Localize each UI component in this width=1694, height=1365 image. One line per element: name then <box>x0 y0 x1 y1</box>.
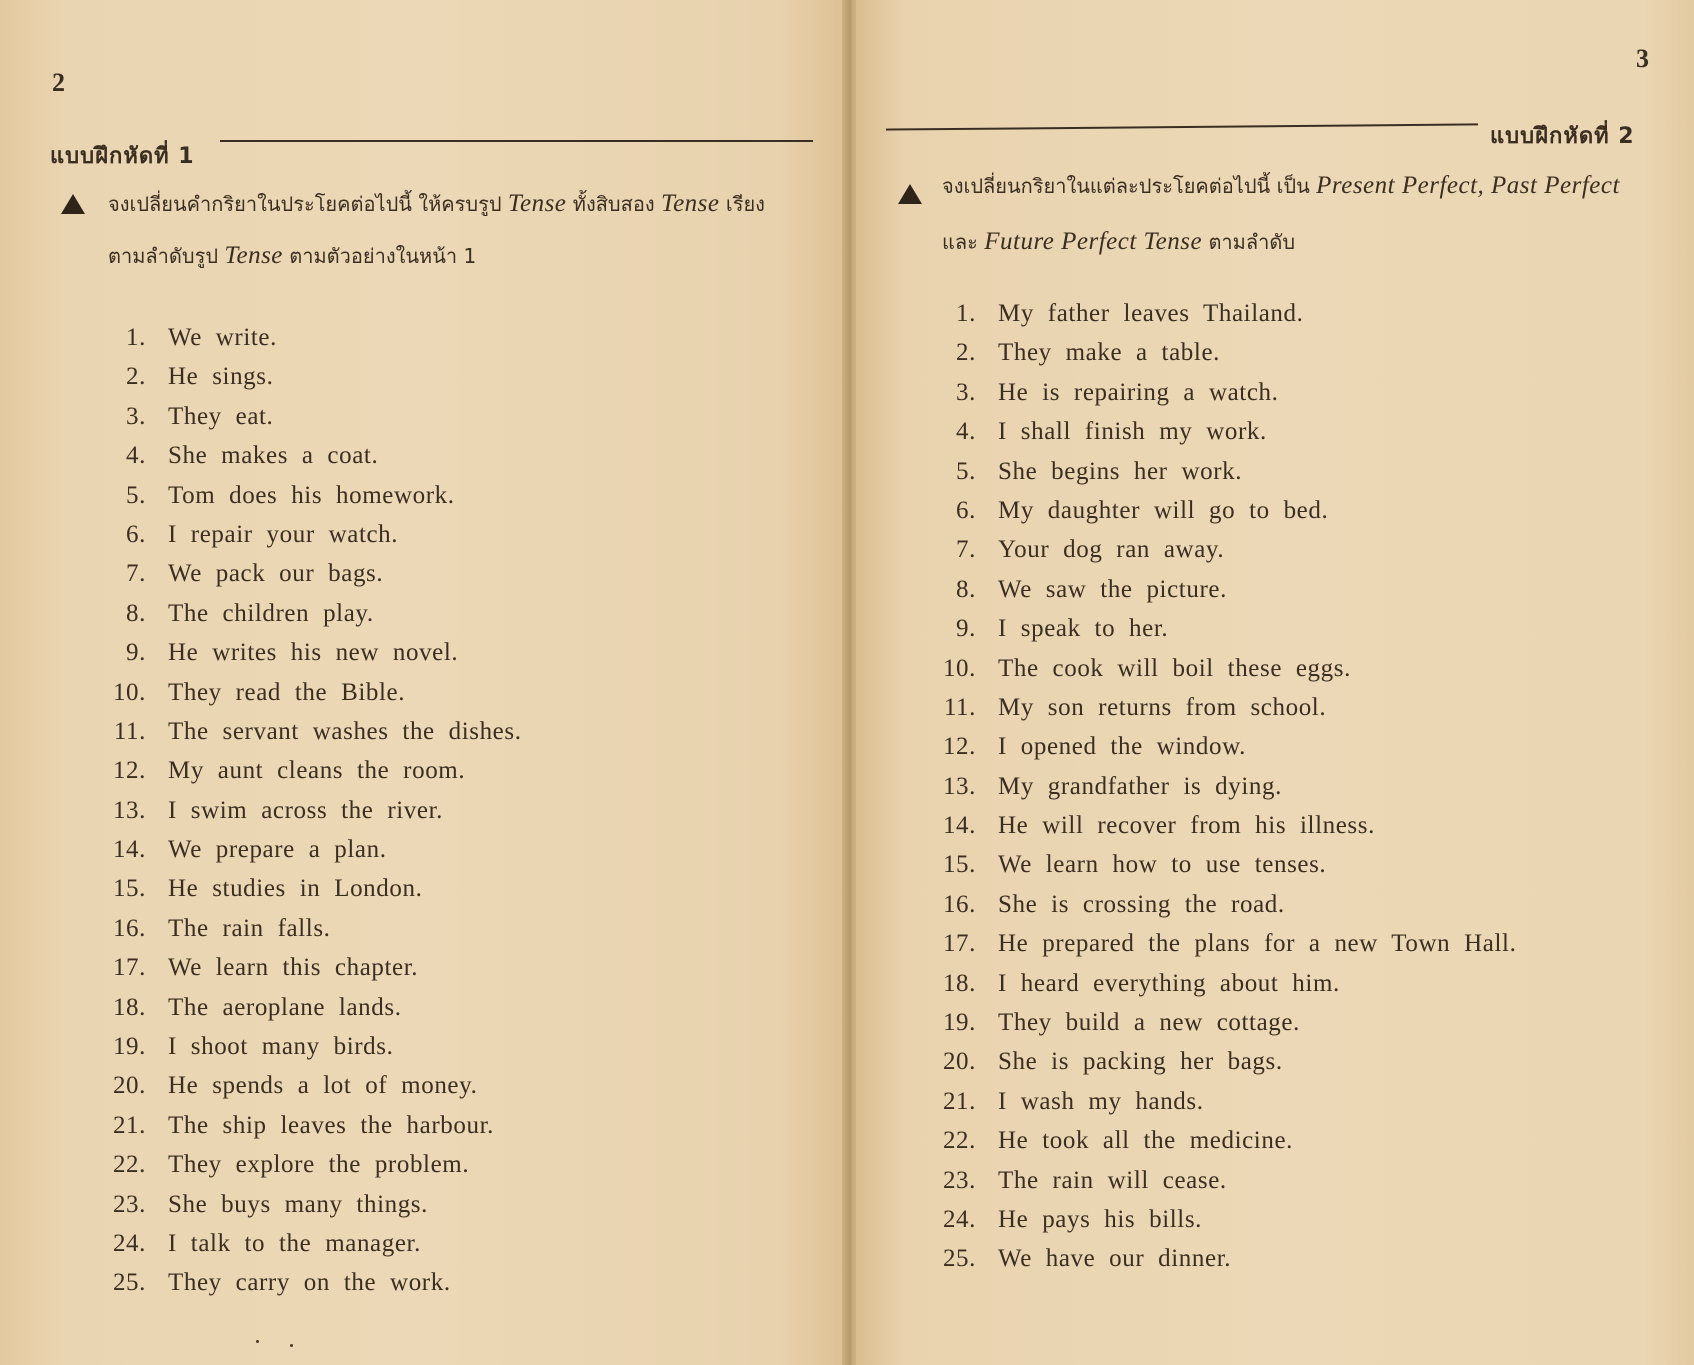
item-number: 20. <box>112 1072 146 1100</box>
item-number: 2. <box>956 339 976 367</box>
item-number: 10. <box>112 678 146 706</box>
list-item <box>912 379 1516 418</box>
page-number: 2 <box>52 68 65 97</box>
item-sentence: I swim across the river. <box>168 796 443 824</box>
item-sentence: He is repairing a watch. <box>998 378 1279 406</box>
list-item <box>90 1230 522 1269</box>
instruction-text: ตามลำดับรูป <box>108 244 219 268</box>
instruction-text: และ <box>942 230 978 254</box>
list-item <box>90 797 522 836</box>
item-sentence: He pays his bills. <box>998 1205 1203 1233</box>
item-number: 12. <box>112 757 146 785</box>
list-item <box>90 718 522 757</box>
list-item <box>90 875 522 914</box>
item-sentence: They make a table. <box>998 339 1220 367</box>
right-page <box>856 0 1694 1365</box>
item-number: 1. <box>956 300 976 327</box>
item-number: 3. <box>956 378 976 406</box>
instruction-term: Present Perfect, Past Perfect <box>1316 172 1620 199</box>
item-sentence: My son returns from school. <box>998 693 1327 721</box>
exercise-title: แบบฝึกหัดที่ 1 <box>50 144 195 169</box>
item-number: 3. <box>126 402 146 430</box>
list-item <box>90 560 522 599</box>
left-page <box>0 0 846 1365</box>
list-item <box>912 1167 1516 1206</box>
list-item <box>90 1033 522 1072</box>
item-sentence: The aeroplane lands. <box>168 993 402 1021</box>
instruction-term: Tense <box>224 242 283 269</box>
list-item <box>90 1151 522 1190</box>
item-sentence: I repair your watch. <box>168 520 399 548</box>
list-item <box>912 812 1516 851</box>
item-sentence: He sings. <box>168 363 274 391</box>
item-sentence: We write. <box>168 324 277 351</box>
item-number: 13. <box>112 796 146 824</box>
speck <box>290 1344 293 1347</box>
item-number: 16. <box>942 890 976 918</box>
item-number: 12. <box>942 733 976 761</box>
list-item <box>912 1088 1516 1127</box>
item-number: 23. <box>942 1166 976 1194</box>
list-item <box>912 1245 1516 1284</box>
item-sentence: We prepare a plan. <box>168 836 387 864</box>
instruction-term: Tense <box>507 190 567 217</box>
instruction-text: เรียง <box>725 192 765 216</box>
list-item <box>90 1072 522 1111</box>
list-item <box>90 836 522 875</box>
item-number: 7. <box>126 560 146 588</box>
instruction-line-2 <box>942 226 1295 258</box>
item-sentence: She makes a coat. <box>168 442 379 470</box>
list-item <box>912 339 1516 378</box>
item-sentence: He took all the medicine. <box>998 1127 1294 1155</box>
item-number: 7. <box>956 536 976 564</box>
item-sentence: She is crossing the road. <box>998 890 1285 918</box>
exercise-list <box>90 324 522 1309</box>
item-number: 25. <box>112 1269 146 1297</box>
item-sentence: He writes his new novel. <box>168 639 459 667</box>
title-rule <box>220 140 813 142</box>
item-number: 18. <box>112 993 146 1021</box>
list-item <box>912 536 1516 575</box>
item-number: 5. <box>126 481 146 509</box>
item-number: 5. <box>956 457 976 485</box>
list-item <box>90 521 522 560</box>
item-number: 15. <box>112 875 146 903</box>
item-number: 2. <box>126 363 146 391</box>
triangle-bullet-icon <box>898 184 922 204</box>
item-sentence: He prepared the plans for a new Town Hall. <box>998 930 1517 958</box>
item-sentence: He will recover from his illness. <box>998 812 1375 840</box>
instruction-text: จงเปลี่ยนคำกริยาในประโยคต่อไปนี้ ให้ครบรูป <box>108 192 502 216</box>
list-item <box>912 300 1516 339</box>
list-item <box>912 930 1516 969</box>
item-sentence: The cook will boil these eggs. <box>998 654 1351 682</box>
item-sentence: My grandfather is dying. <box>998 772 1282 800</box>
item-number: 19. <box>942 1009 976 1037</box>
item-number: 14. <box>942 812 976 840</box>
item-sentence: I shall finish my work. <box>998 418 1267 446</box>
item-number: 16. <box>112 914 146 942</box>
item-sentence: We pack our bags. <box>168 560 384 588</box>
item-sentence: The children play. <box>168 599 374 627</box>
item-number: 14. <box>112 836 146 864</box>
list-item <box>912 694 1516 733</box>
item-sentence: My daughter will go to bed. <box>998 496 1329 524</box>
item-number: 6. <box>126 520 146 548</box>
exercise-title: แบบฝึกหัดที่ 2 <box>1490 124 1635 149</box>
item-number: 6. <box>956 496 976 524</box>
item-number: 13. <box>942 772 976 800</box>
item-sentence: I talk to the manager. <box>168 1229 421 1257</box>
item-sentence: I speak to her. <box>998 615 1169 643</box>
list-item <box>912 458 1516 497</box>
item-sentence: They build a new cottage. <box>998 1009 1300 1037</box>
item-number: 24. <box>112 1229 146 1257</box>
item-sentence: We have our dinner. <box>998 1245 1232 1273</box>
item-sentence: We learn this chapter. <box>168 954 419 982</box>
instruction-term: Future Perfect Tense <box>984 228 1203 255</box>
item-number: 11. <box>113 717 146 745</box>
list-item <box>90 1191 522 1230</box>
list-item <box>90 403 522 442</box>
item-sentence: The servant washes the dishes. <box>168 717 522 745</box>
item-sentence: Tom does his homework. <box>168 481 455 509</box>
list-item <box>90 679 522 718</box>
item-sentence: We saw the picture. <box>998 575 1227 603</box>
item-number: 18. <box>942 969 976 997</box>
item-sentence: The ship leaves the harbour. <box>168 1111 494 1139</box>
item-number: 17. <box>942 930 976 958</box>
list-item <box>90 994 522 1033</box>
instruction-line-2 <box>108 240 476 272</box>
item-sentence: My aunt cleans the room. <box>168 757 466 785</box>
item-sentence: We learn how to use tenses. <box>998 851 1327 879</box>
list-item <box>912 1206 1516 1245</box>
triangle-bullet-icon <box>61 194 85 214</box>
instruction-text: ทั้งสิบสอง <box>572 192 655 216</box>
instruction-text: ตามตัวอย่างในหน้า 1 <box>289 244 477 268</box>
item-sentence: They eat. <box>168 402 274 430</box>
list-item <box>90 1269 522 1308</box>
item-number: 8. <box>126 599 146 627</box>
item-sentence: They carry on the work. <box>168 1269 451 1297</box>
item-sentence: They read the Bible. <box>168 678 406 706</box>
item-sentence: I shoot many birds. <box>168 1033 394 1061</box>
instruction-text: ตามลำดับ <box>1208 230 1296 254</box>
list-item <box>912 851 1516 890</box>
item-number: 25. <box>942 1245 976 1273</box>
item-sentence: He spends a lot of money. <box>168 1072 478 1100</box>
list-item <box>912 733 1516 772</box>
page-number: 3 <box>1636 44 1649 73</box>
list-item <box>912 891 1516 930</box>
list-item <box>90 442 522 481</box>
list-item <box>912 497 1516 536</box>
list-item <box>90 1112 522 1151</box>
list-item <box>912 1009 1516 1048</box>
item-number: 10. <box>942 654 976 682</box>
item-number: 4. <box>956 418 976 446</box>
item-number: 24. <box>942 1205 976 1233</box>
instruction-line-1 <box>942 170 1620 202</box>
instruction-term: Tense <box>660 190 720 217</box>
item-sentence: She is packing her bags. <box>998 1048 1283 1076</box>
speck <box>256 1340 259 1343</box>
item-number: 23. <box>112 1190 146 1218</box>
instruction-line-1 <box>108 188 765 220</box>
list-item <box>90 600 522 639</box>
item-number: 15. <box>942 851 976 879</box>
item-sentence: The rain will cease. <box>998 1166 1227 1194</box>
item-sentence: She begins her work. <box>998 457 1243 485</box>
item-number: 21. <box>942 1087 976 1115</box>
item-sentence: The rain falls. <box>168 914 331 942</box>
title-rule <box>886 123 1478 130</box>
list-item <box>912 655 1516 694</box>
list-item <box>90 363 522 402</box>
item-number: 19. <box>112 1033 146 1061</box>
item-number: 22. <box>942 1127 976 1155</box>
item-sentence: I opened the window. <box>998 733 1246 761</box>
item-number: 1. <box>126 324 146 351</box>
item-number: 11. <box>943 693 976 721</box>
list-item <box>912 615 1516 654</box>
item-number: 22. <box>112 1151 146 1179</box>
list-item <box>90 324 522 363</box>
list-item <box>912 970 1516 1009</box>
list-item <box>912 418 1516 457</box>
list-item <box>912 1127 1516 1166</box>
instruction-text: จงเปลี่ยนกริยาในแต่ละประโยคต่อไปนี้ เป็น <box>942 174 1310 198</box>
list-item <box>90 639 522 678</box>
item-sentence: I wash my hands. <box>998 1087 1204 1115</box>
item-number: 21. <box>112 1111 146 1139</box>
item-number: 9. <box>956 615 976 643</box>
list-item <box>912 773 1516 812</box>
exercise-list <box>912 300 1516 1285</box>
item-number: 9. <box>126 639 146 667</box>
item-sentence: They explore the problem. <box>168 1151 470 1179</box>
item-number: 4. <box>126 442 146 470</box>
list-item <box>90 915 522 954</box>
list-item <box>90 482 522 521</box>
item-sentence: She buys many things. <box>168 1190 428 1218</box>
list-item <box>912 576 1516 615</box>
item-sentence: Your dog ran away. <box>998 536 1225 564</box>
item-sentence: My father leaves Thailand. <box>998 300 1304 327</box>
item-number: 17. <box>112 954 146 982</box>
item-sentence: He studies in London. <box>168 875 423 903</box>
list-item <box>90 954 522 993</box>
list-item <box>912 1048 1516 1087</box>
item-number: 8. <box>956 575 976 603</box>
list-item <box>90 757 522 796</box>
item-sentence: I heard everything about him. <box>998 969 1340 997</box>
item-number: 20. <box>942 1048 976 1076</box>
